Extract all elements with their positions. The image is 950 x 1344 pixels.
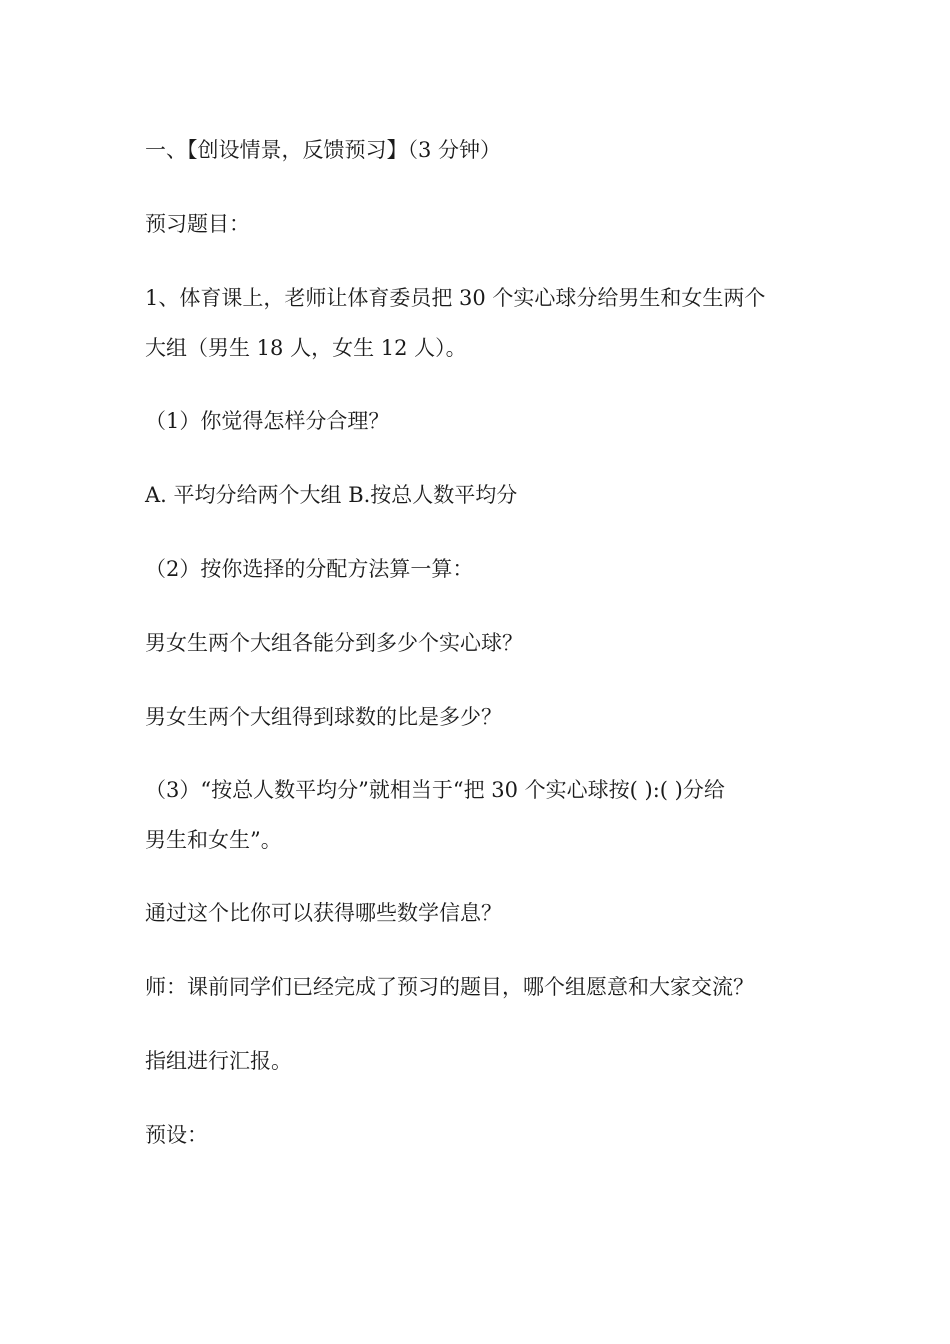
question-ratio: 男女生两个大组得到球数的比是多少？ xyxy=(145,705,502,729)
question-1-line-1: 1、体育课上，老师让体育委员把 30 个实心球分给男生和女生两个 xyxy=(145,286,766,310)
question-info: 通过这个比你可以获得哪些数学信息？ xyxy=(145,901,502,925)
sub-question-3-line-2: 男生和女生”。 xyxy=(145,828,282,852)
group-report: 指组进行汇报。 xyxy=(145,1049,292,1073)
sub-question-3-line-1: （3）“按总人数平均分”就相当于“把 30 个实心球按( ):( )分给 xyxy=(145,778,725,802)
sub-question-1: （1）你觉得怎样分合理？ xyxy=(145,409,390,433)
preview-label: 预习题目： xyxy=(145,212,250,236)
section-heading: 一、【创设情景，反馈预习】（3 分钟） xyxy=(145,138,502,162)
preset-label: 预设： xyxy=(145,1123,208,1147)
question-balls-each: 男女生两个大组各能分到多少个实心球？ xyxy=(145,631,523,655)
answer-options: A. 平均分给两个大组 B.按总人数平均分 xyxy=(145,483,518,507)
sub-question-2: （2）按你选择的分配方法算一算： xyxy=(145,557,474,581)
teacher-prompt: 师：课前同学们已经完成了预习的题目，哪个组愿意和大家交流？ xyxy=(145,975,754,999)
question-1-line-2: 大组（男生 18 人，女生 12 人）。 xyxy=(145,336,467,360)
